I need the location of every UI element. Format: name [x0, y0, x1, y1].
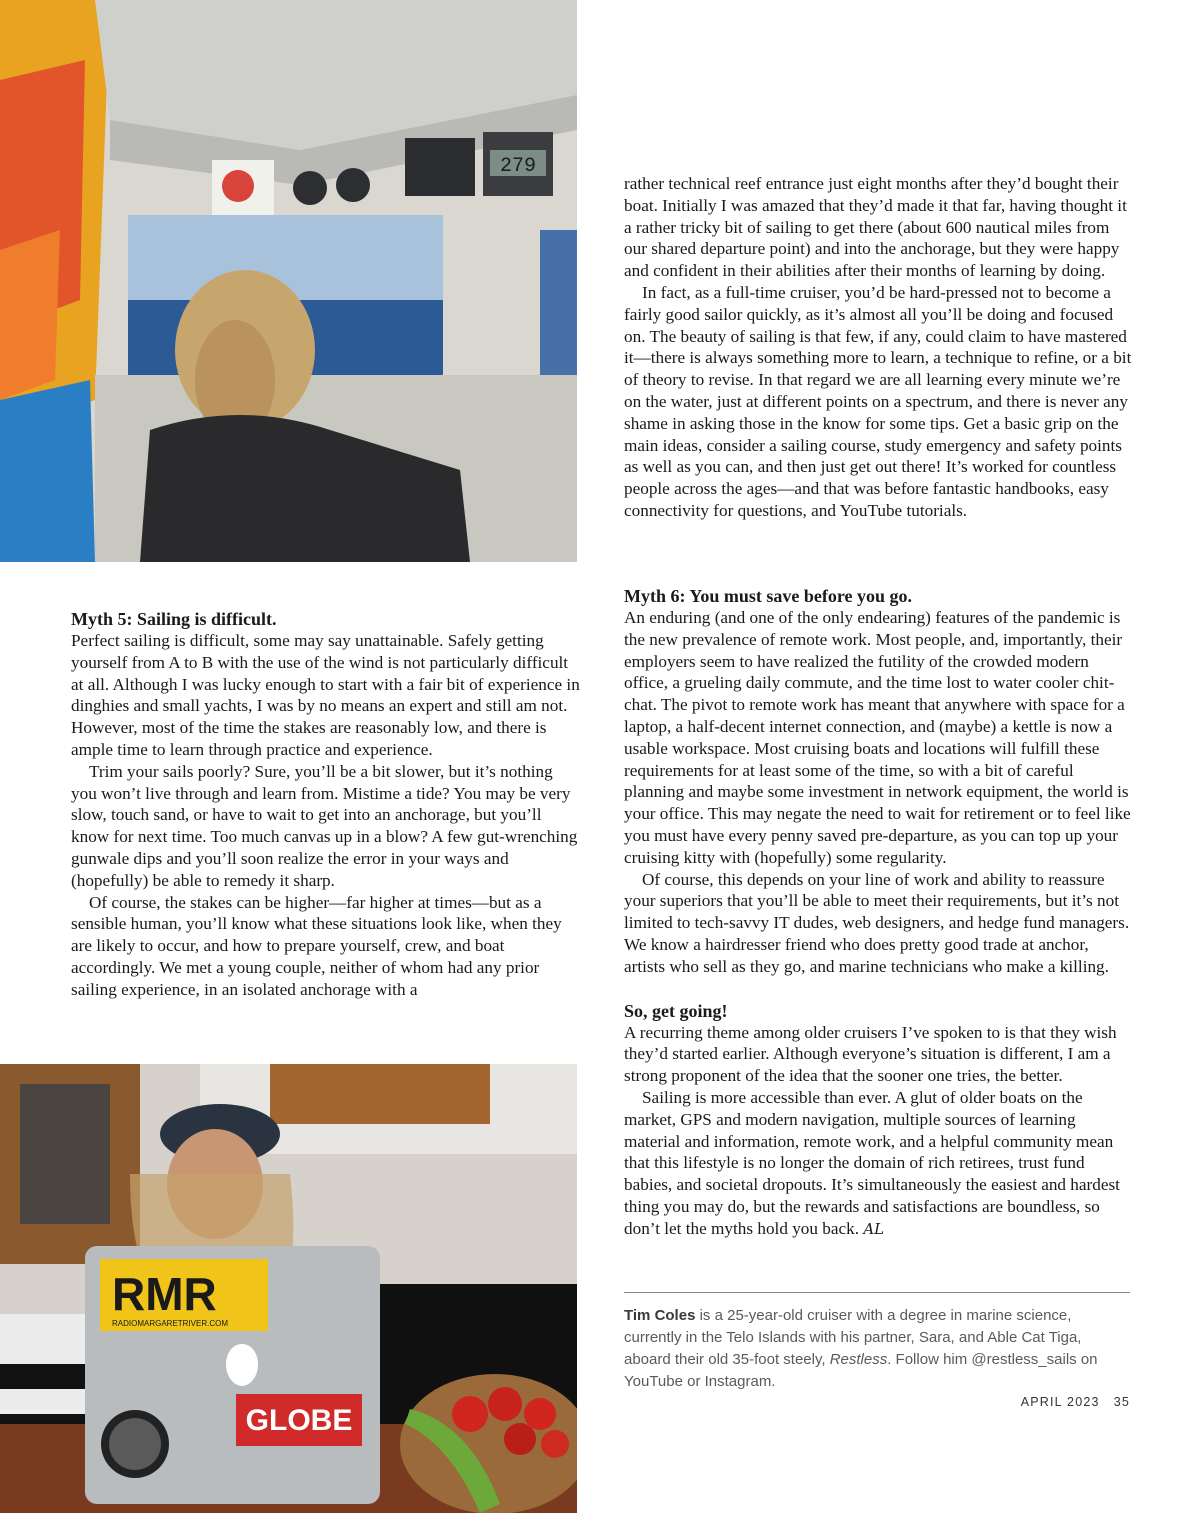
paragraph: Of course, the stakes can be higher—far higher at times—but as a sensible human, you’ll know what these situations look like, when they are likely to occur, and how to prepare yourself, crew, and boat accordingly. We met a young couple, neither of whom had any prior sailing experience, in an isolated anchorage with a — [71, 892, 562, 999]
section-heading-myth5: Myth 5: Sailing is difficult. — [71, 609, 277, 629]
photo-laptop — [0, 1064, 577, 1513]
issue-date: APRIL 2023 — [1020, 1395, 1100, 1409]
globe-sticker-text: GLOBE — [245, 1404, 353, 1437]
article-column-left — [71, 608, 581, 1001]
paragraph: An enduring (and one of the only endearing) features of the pandemic is the new prevalence of remote work. Most people, and, importantly, their employers seem to have realized the futility of the crowded modern office, a grueling daily commute, and the time lost to water cooler chit-chat. The pivot to remote work has meant that anywhere with space for a laptop, a half-decent internet connection, and (maybe) a kettle is now a usable workspace. Most cruising boats and locations will fulfill these requirements for at least some of the time, so with a bit of careful planning and maybe some investment in network equipment, the world is your office. This may negate the need to wait for retirement or to feel like you must have every penny saved pre-departure, as you can top up your cruising kitty with (hopefully) some regularity. — [624, 608, 1131, 867]
paragraph — [624, 1087, 1134, 1241]
paragraph: Perfect sailing is difficult, some may say unattainable. Safely getting yourself from A to B with the use of the wind is not particularly difficult at all. Although I was lucky enough to start with a fair bit of experience in dinghies and small yachts, I was by no means an expert and still am not. However, most of the time the stakes are reasonably low, and there is ample time to learn through practice and experience. — [71, 631, 580, 759]
rmr-sticker-subtext: RADIOMARGARETRIVER.COM — [112, 1319, 229, 1328]
paragraph: A recurring theme among older cruisers I’ve spoken to is that they wish they’d started earlier. Although everyone’s situation is different, I am a strong proponent of the idea that the sooner one tries, the better. — [624, 1022, 1117, 1086]
paragraph: In fact, as a full-time cruiser, you’d be hard-pressed not to become a fairly good sailor quickly, as it’s almost all you’ll be doing and focused on. The beauty of sailing is that few, if any, could claim to have mastered it—there is always something more to learn, a technique to refine, or a bit of theory to revise. In that regard we are all learning every minute we’re on the water, just at different points on a spectrum, and there is never any shame in asking those in the know for some tips. Get a basic grip on the main ideas, consider a sailing course, study emergency and safety points as well as you can, and then just get out there! It’s worked for countless people across the ages—and that was before fantastic handbooks, easy connectivity for questions, and YouTube tutorials. — [624, 282, 1132, 520]
gauge-readout: 279 — [499, 155, 537, 178]
boat-name: Restless — [829, 1351, 888, 1368]
end-mark-icon: AL — [863, 1219, 885, 1238]
section-heading-conclusion: So, get going! — [624, 1000, 728, 1021]
section-heading-myth6: Myth 6: You must save before you go. — [624, 586, 912, 606]
author-bio — [624, 1292, 1130, 1393]
page-folio — [1021, 1395, 1130, 1409]
photo-wheelhouse — [0, 0, 577, 562]
paragraph: rather technical reef entrance just eight months after they’d bought their boat. Initially I was amazed that they’d made it that far, having thought it a rather tricky bit of sailing to get there (about 600 nautical miles from our shared departure point) and into the anchorage, but they were happy and confident in their abilities after their months of learning by doing. — [624, 174, 1127, 281]
bio-text-end: . Follow him @restless_sails on YouTube or Instagram. — [624, 1351, 1098, 1390]
paragraph: Of course, this depends on your line of work and ability to reassure your superiors that you’ll be able to meet their requirements, but it’s not limited to tech-savvy IT dudes, web designers, and hedge fund managers. We know a hairdresser friend who does pretty good trade at anchor, artists who sell as they go, and marine technicians who make a killing. — [624, 869, 1130, 976]
paragraph: Trim your sails poorly? Sure, you’ll be a bit slower, but it’s nothing you won’t live through and learn from. Mistime a tide? You may be very slow, touch sand, or have to wait to get into an anchorage, but you’ll know for next time. Too much canvas up in a blow? A few gut-wrenching gunwale dips and you’ll soon realize the error in your ways and (hopefully) be able to remedy it sharp. — [71, 761, 578, 890]
rmr-sticker-text: RMR — [112, 1268, 217, 1320]
article-column-right — [624, 585, 1134, 1241]
author-name: Tim Coles — [624, 1307, 696, 1324]
bio-text: is a 25-year-old cruiser with a degree in marine science, currently in the Telo Islands with his partner, Sara, and Able Cat Tiga, aboard their old 35-foot steely, — [624, 1307, 1082, 1368]
article-column-right-top — [624, 173, 1134, 522]
page-number: 35 — [1113, 1395, 1130, 1409]
paragraph-text: Sailing is more accessible than ever. A glut of older boats on the market, GPS and modern navigation, multiple sources of learning material and information, remote work, and a helpful community mean that this lifestyle is no longer the domain of rich retirees, trust fund babies, and societal dropouts. It’s simultaneously the easiest and hardest thing you may do, but the rewards and satisfactions are boundless, so don’t let the myths hold you back. — [624, 1087, 1120, 1238]
